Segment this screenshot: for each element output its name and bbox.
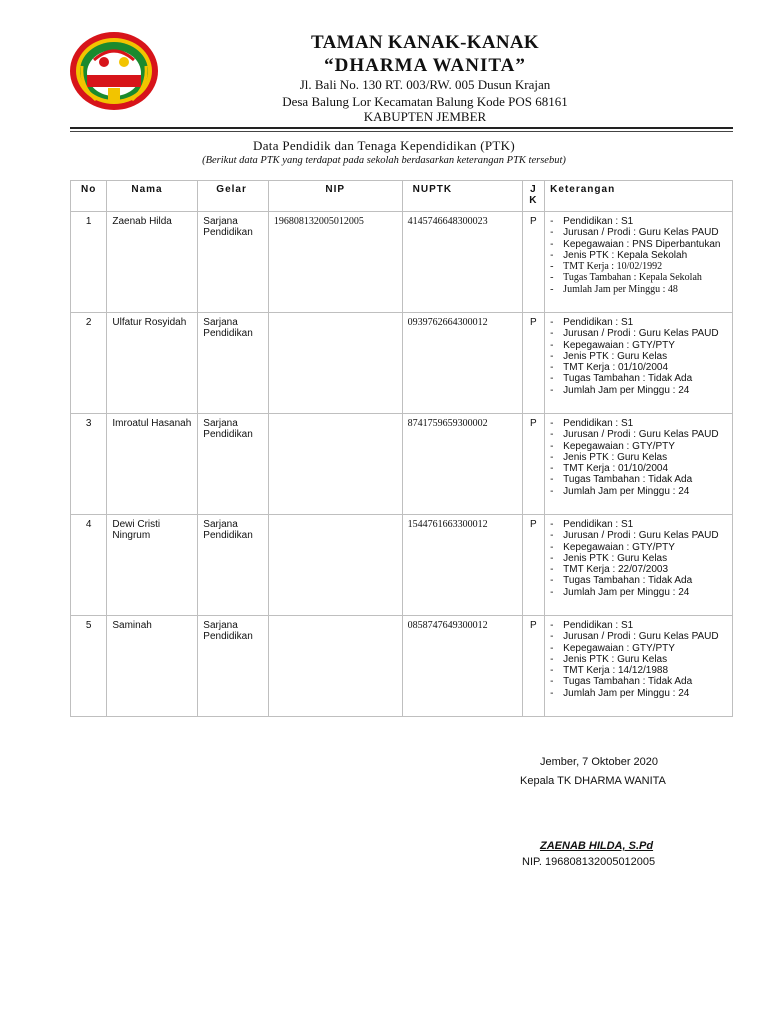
row-gelar: Sarjana Pendidikan	[203, 317, 253, 340]
document-title: Data Pendidik dan Tenaga Kependidikan (PTK)	[253, 138, 515, 153]
ket-item: - Kepegawaian : GTY/PTY	[545, 441, 732, 452]
row-nama: Imroatul Hasanah	[112, 418, 192, 429]
ket-item: - Jenis PTK : Guru Kelas	[545, 351, 732, 362]
header-rule-thick	[70, 127, 733, 129]
ptk-table	[70, 180, 733, 717]
document-subtitle: (Berikut data PTK yang terdapat pada sekolah berdasarkan keterangan PTK tersebut)	[202, 155, 566, 166]
header-nip: NIP	[268, 181, 402, 212]
row-keterangan	[545, 519, 732, 598]
ket-item: - Jumlah Jam per Minggu : 24	[545, 385, 732, 396]
ket-item: - Tugas Tambahan : Tidak Ada	[545, 676, 732, 687]
row-no: 3	[85, 418, 92, 429]
ket-item: - TMT Kerja : 14/12/1988	[545, 665, 732, 676]
address-line-2: Desa Balung Lor Kecamatan Balung Kode POS 68161	[282, 94, 568, 109]
ket-item: - Jumlah Jam per Minggu : 24	[545, 688, 732, 699]
row-gelar: Sarjana Pendidikan	[203, 519, 253, 542]
row-no: 5	[85, 620, 92, 631]
ket-item: - Jenis PTK : Guru Kelas	[545, 553, 732, 564]
ket-item: - Pendidikan : S1	[545, 519, 732, 530]
ket-item: - Pendidikan : S1	[545, 620, 732, 631]
signature-place-date: Jember, 7 Oktober 2020	[540, 756, 659, 768]
ket-item: - Kepegawaian : GTY/PTY	[545, 542, 732, 553]
row-jk: P	[530, 519, 537, 530]
row-jk: P	[530, 418, 537, 429]
table-header-row	[71, 181, 733, 212]
address-line-1: Jl. Bali No. 130 RT. 003/RW. 005 Dusun Krajan	[299, 77, 551, 92]
row-nama: Saminah	[112, 620, 152, 631]
header-nuptk: NUPTK	[402, 181, 522, 212]
row-gelar: Sarjana Pendidikan	[203, 620, 253, 643]
row-no: 4	[85, 519, 92, 530]
ket-item: - Jurusan / Prodi : Guru Kelas PAUD	[545, 429, 732, 440]
ket-item: - Jumlah Jam per Minggu : 48	[545, 284, 732, 295]
row-keterangan	[545, 620, 732, 699]
table-row	[71, 414, 733, 515]
row-keterangan	[545, 418, 732, 497]
row-no: 1	[85, 216, 92, 227]
row-nip	[269, 616, 402, 620]
row-no: 2	[85, 317, 92, 328]
ket-item: - Tugas Tambahan : Kepala Sekolah	[545, 272, 732, 283]
row-keterangan	[545, 216, 732, 295]
row-gelar: Sarjana Pendidikan	[203, 418, 253, 441]
school-logo-icon	[68, 30, 160, 112]
header-nama: Nama	[107, 181, 198, 212]
ket-item: - Jumlah Jam per Minggu : 24	[545, 486, 732, 497]
row-keterangan	[545, 317, 732, 396]
ket-item: - Jurusan / Prodi : Guru Kelas PAUD	[545, 530, 732, 541]
ket-item: - TMT Kerja : 10/02/1992	[545, 261, 732, 272]
ket-item: - Jumlah Jam per Minggu : 24	[545, 587, 732, 598]
row-nama: Zaenab Hilda	[112, 216, 172, 227]
ket-item: - Jurusan / Prodi : Guru Kelas PAUD	[545, 328, 732, 339]
table-row	[71, 313, 733, 414]
school-name: TAMAN KANAK-KANAK	[311, 32, 539, 53]
table-row	[71, 616, 733, 717]
header-keterangan: Keterangan	[545, 181, 733, 212]
signature-nip: NIP. 196808132005012005	[522, 856, 656, 868]
row-nip	[269, 515, 402, 519]
header-rule-thin	[70, 131, 733, 132]
ket-item: - Pendidikan : S1	[545, 418, 732, 429]
header-no: No	[71, 181, 107, 212]
ket-item: - Jurusan / Prodi : Guru Kelas PAUD	[545, 227, 732, 238]
address-line-3: KABUPTEN JEMBER	[363, 109, 487, 124]
row-nuptk: 4145746648300023	[407, 216, 488, 227]
row-jk: P	[530, 620, 537, 631]
row-nip: 196808132005012005	[273, 216, 364, 227]
ket-item: - Kepegawaian : PNS Diperbantukan	[545, 239, 732, 250]
ket-item: - Kepegawaian : GTY/PTY	[545, 340, 732, 351]
row-jk: P	[530, 317, 537, 328]
ket-item: - Jenis PTK : Kepala Sekolah	[545, 250, 732, 261]
row-jk: P	[530, 216, 537, 227]
table-row	[71, 515, 733, 616]
ket-item: - Kepegawaian : GTY/PTY	[545, 643, 732, 654]
table-row	[71, 212, 733, 313]
ket-item: - Pendidikan : S1	[545, 317, 732, 328]
row-nuptk: 0939762664300012	[407, 317, 488, 328]
row-nama: Dewi Cristi Ningrum	[112, 519, 161, 542]
ket-item: - Tugas Tambahan : Tidak Ada	[545, 575, 732, 586]
ket-item: - TMT Kerja : 22/07/2003	[545, 564, 732, 575]
ket-item: - Pendidikan : S1	[545, 216, 732, 227]
row-nama: Ulfatur Rosyidah	[112, 317, 187, 328]
signature-name: ZAENAB HILDA, S.Pd	[540, 840, 654, 852]
ket-item: - TMT Kerja : 01/10/2004	[545, 362, 732, 373]
signature-position: Kepala TK DHARMA WANITA	[520, 775, 666, 787]
header-gelar: Gelar	[198, 181, 269, 212]
row-gelar: Sarjana Pendidikan	[203, 216, 253, 239]
row-nuptk: 1544761663300012	[407, 519, 488, 530]
ket-item: - Jenis PTK : Guru Kelas	[545, 452, 732, 463]
ket-item: - Tugas Tambahan : Tidak Ada	[545, 474, 732, 485]
ket-item: - Jenis PTK : Guru Kelas	[545, 654, 732, 665]
row-nuptk: 0858747649300012	[407, 620, 488, 631]
row-nip	[269, 414, 402, 418]
row-nuptk: 8741759659300002	[407, 418, 488, 429]
school-brand: “DHARMA WANITA”	[324, 55, 526, 76]
ket-item: - Tugas Tambahan : Tidak Ada	[545, 373, 732, 384]
ket-item: - TMT Kerja : 01/10/2004	[545, 463, 732, 474]
row-nip	[269, 313, 402, 317]
ket-item: - Jurusan / Prodi : Guru Kelas PAUD	[545, 631, 732, 642]
header-jk: J K	[522, 181, 545, 212]
